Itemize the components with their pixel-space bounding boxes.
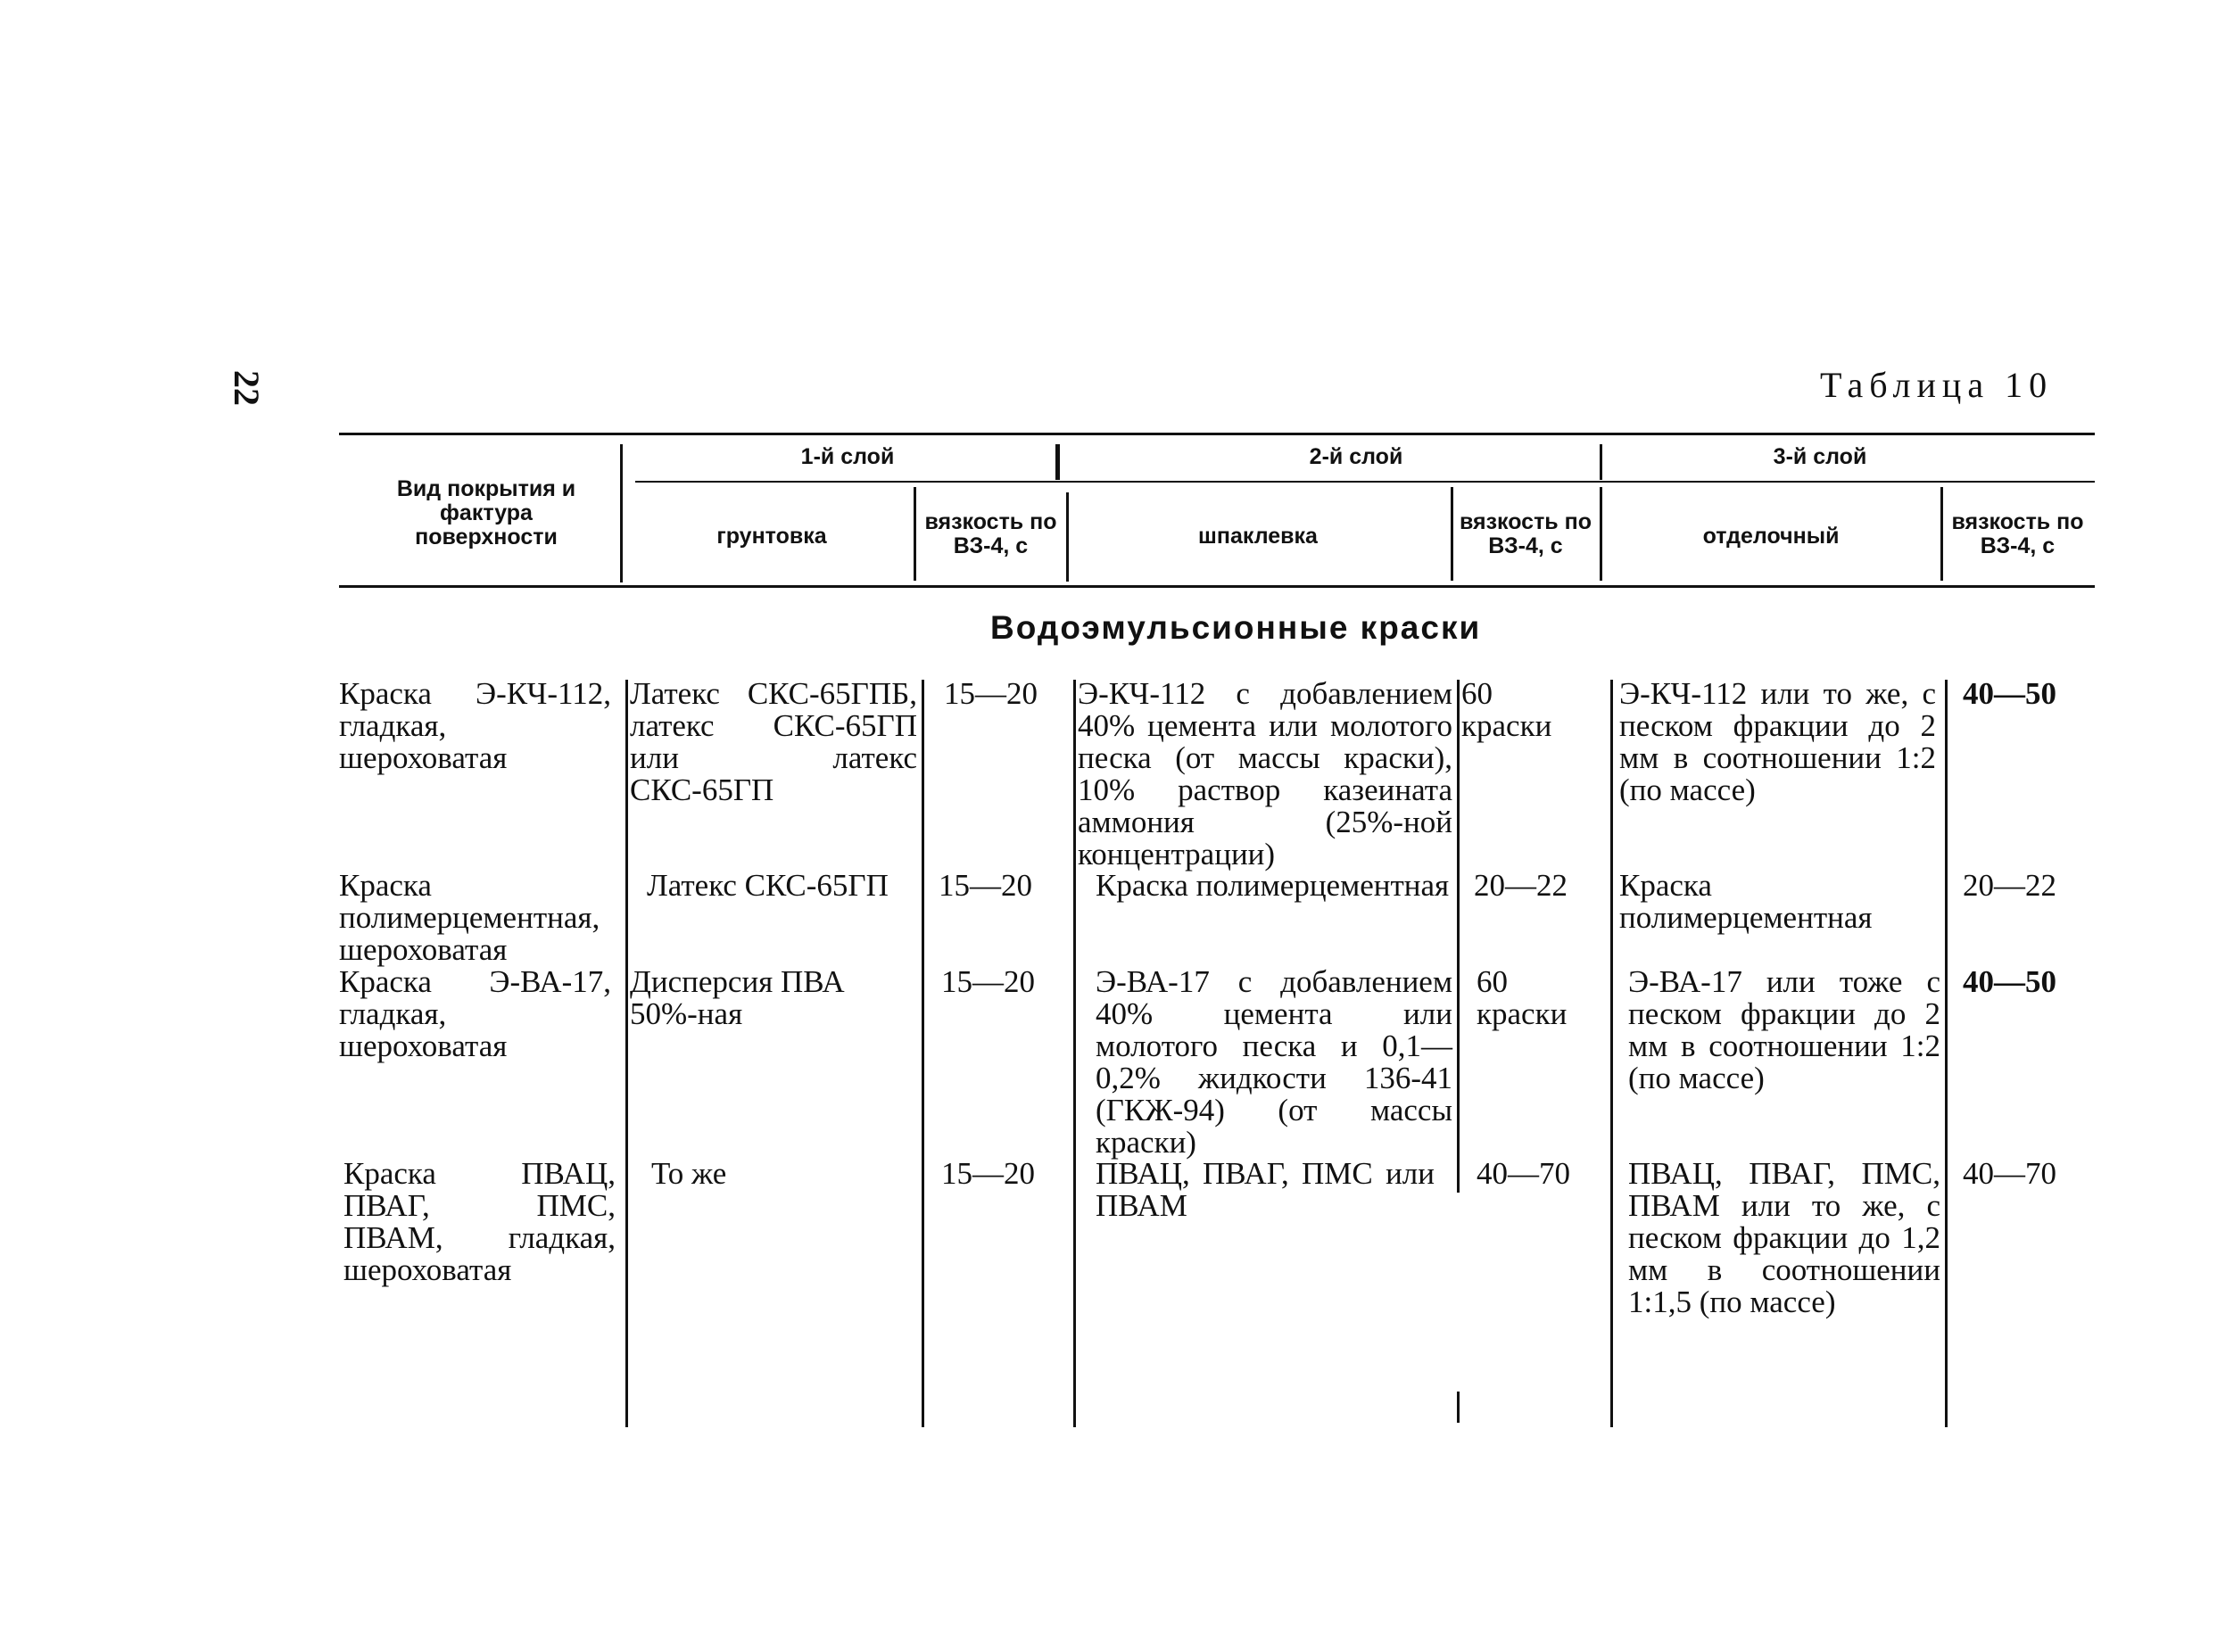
header-layer-1: 1-й слой xyxy=(800,444,895,469)
row-1-finish-viscosity: 40—50 xyxy=(1963,676,2056,711)
row-4-finish: ПВАЦ, ПВАГ, ПМС, ПВАМ или то же, с песком фракции до 1,2 мм в соотношении 1:1,5 (по массе) xyxy=(1628,1156,1940,1319)
header-primer-viscosity: вязкость по ВЗ-4, с xyxy=(924,509,1057,558)
row-2-primer-viscosity: 15—20 xyxy=(939,868,1032,903)
row-4-putty: ПВАЦ, ПВАГ, ПМС или ПВАМ xyxy=(1096,1156,1435,1223)
page-number: 22 xyxy=(227,370,267,406)
table-caption: Таблица 10 xyxy=(1820,365,2054,405)
row-1-putty: Э-КЧ-112 с добавлением 40% цемента или молотого песка (от массы краски), 10% раствор казеината аммония (25%-ной концентрации) xyxy=(1078,676,1452,871)
row-3-finish: Э-ВА-17 или тоже с песком фракции до 2 мм в соотношении 1:2 (по массе) xyxy=(1628,964,1940,1095)
body-divider xyxy=(1073,680,1076,1427)
row-4-primer-viscosity: 15—20 xyxy=(941,1156,1035,1191)
header-sub-rule xyxy=(635,481,2095,483)
row-1-putty-viscosity: 60 краски xyxy=(1461,676,1552,743)
header-divider xyxy=(1940,487,1943,581)
header-finish-viscosity: вязкость по ВЗ-4, с xyxy=(1951,509,2084,558)
body-divider xyxy=(1945,680,1948,1427)
header-coating-type: Вид покрытия и фактура поверхности xyxy=(396,476,576,549)
section-title: Водоэмульсионные краски xyxy=(990,609,1482,646)
header-putty-viscosity: вязкость по ВЗ-4, с xyxy=(1459,509,1592,558)
row-1-finish: Э-КЧ-112 или то же, с песком фракции до 2 мм в соотношении 1:2 (по массе) xyxy=(1619,676,1936,807)
header-primer: грунтовка xyxy=(716,524,827,549)
header-divider xyxy=(1451,487,1453,581)
row-4-primer: То же xyxy=(651,1156,727,1191)
row-4-coating: Краска ПВАЦ, ПВАГ, ПМС, ПВАМ, гладкая, шероховатая xyxy=(343,1156,616,1287)
header-divider xyxy=(1066,492,1069,582)
header-divider xyxy=(1600,444,1602,480)
row-2-coating: Краска полимерцементная, шероховатая xyxy=(339,868,600,967)
row-3-primer: Дисперсия ПВА 50%-ная xyxy=(630,964,845,1031)
header-putty: шпаклевка xyxy=(1198,524,1318,549)
row-3-primer-viscosity: 15—20 xyxy=(941,964,1035,999)
row-4-putty-viscosity: 40—70 xyxy=(1477,1156,1570,1191)
row-1-primer: Латекс СКС-65ГПБ, латекс СКС-65ГП или латекс СКС-65ГП xyxy=(630,676,917,807)
body-divider xyxy=(1457,680,1460,1193)
body-divider xyxy=(922,680,924,1427)
row-2-putty: Краска полимерцементная xyxy=(1096,868,1450,903)
header-divider xyxy=(620,444,623,582)
header-divider xyxy=(1600,487,1602,581)
body-divider xyxy=(1610,680,1613,1427)
row-4-finish-viscosity: 40—70 xyxy=(1963,1156,2056,1191)
row-1-coating: Краска Э-КЧ-112, гладкая, шероховатая xyxy=(339,676,611,775)
row-3-putty: Э-ВА-17 с добавлением 40% цемента или молотого песка и 0,1—0,2% жидкости 136-41 (ГКЖ-94) (от массы краски) xyxy=(1096,964,1452,1160)
row-2-putty-viscosity: 20—22 xyxy=(1474,868,1568,903)
row-2-finish-viscosity: 20—22 xyxy=(1963,868,2056,903)
header-divider xyxy=(1055,444,1060,480)
row-1-primer-viscosity: 15—20 xyxy=(944,676,1038,711)
header-layer-3: 3-й слой xyxy=(1773,444,1867,469)
row-2-primer: Латекс СКС-65ГП xyxy=(647,868,889,903)
row-3-putty-viscosity: 60 краски xyxy=(1477,964,1568,1031)
row-3-finish-viscosity: 40—50 xyxy=(1963,964,2056,999)
header-bottom-rule xyxy=(339,585,2095,588)
table-top-rule xyxy=(339,433,2095,435)
body-divider xyxy=(1457,1392,1460,1423)
row-3-coating: Краска Э-ВА-17, гладкая, шероховатая xyxy=(339,964,611,1063)
header-finish: отделочный xyxy=(1702,524,1840,549)
body-divider xyxy=(625,680,628,1427)
header-layer-2: 2-й слой xyxy=(1309,444,1403,469)
header-divider xyxy=(914,487,916,581)
row-2-finish: Краска полимерцементная xyxy=(1619,868,1873,935)
